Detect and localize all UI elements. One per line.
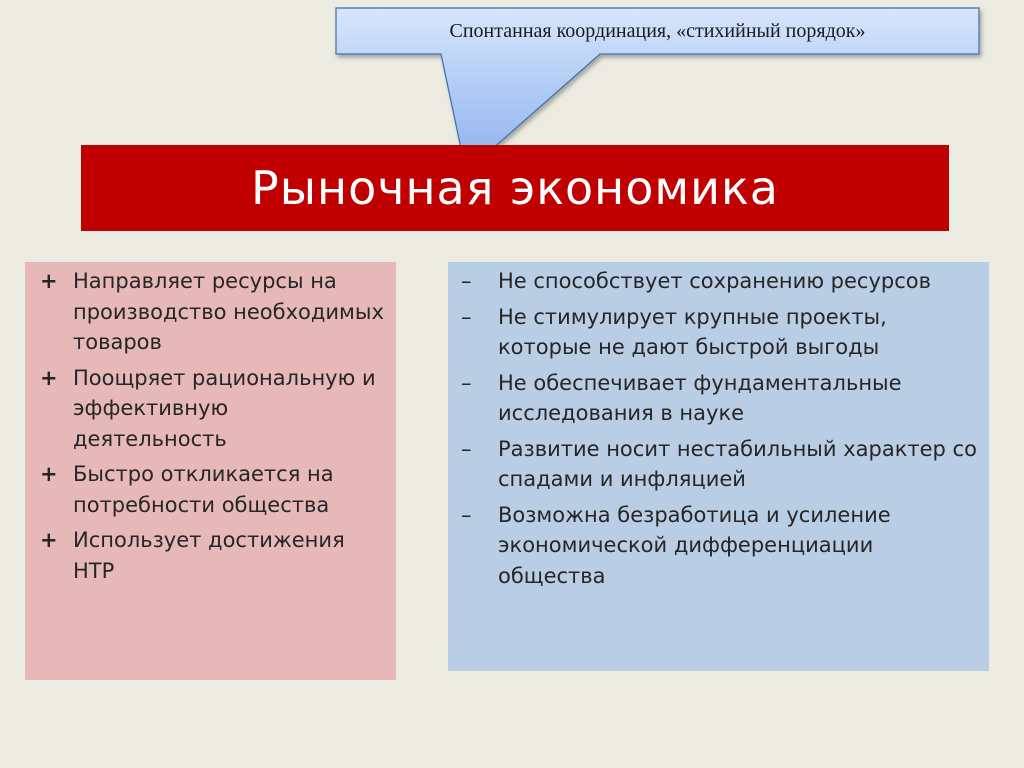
- disadvantage-item: [461, 500, 986, 592]
- advantage-item: [40, 459, 388, 520]
- minus-marker: –: [461, 269, 472, 293]
- disadvantage-item: [461, 368, 986, 429]
- advantage-text: Поощряет рациональную и эффективную деятельность: [73, 365, 376, 451]
- advantage-item: [40, 525, 388, 586]
- advantages-list: [40, 266, 388, 591]
- advantage-text: Использует достижения НТР: [73, 528, 345, 583]
- disadvantage-text: Развитие носит нестабильный характер со спадами и инфляцией: [498, 436, 977, 491]
- minus-marker: –: [461, 436, 472, 461]
- callout-text: Спонтанная координация, «стихийный порядок»: [449, 19, 866, 42]
- disadvantage-item: [461, 266, 986, 297]
- advantage-item: [40, 266, 388, 358]
- disadvantage-item: [461, 434, 986, 495]
- disadvantage-text: Не способствует сохранению ресурсов: [498, 269, 931, 293]
- advantage-text: Быстро откликается на потребности общества: [73, 462, 334, 517]
- plus-marker: +: [40, 269, 58, 293]
- plus-marker: +: [40, 365, 58, 390]
- disadvantage-text: Возможна безработица и усиление экономической дифференциации общества: [498, 502, 891, 588]
- disadvantages-panel: [448, 262, 989, 671]
- plus-marker: +: [40, 462, 58, 486]
- disadvantage-item: [461, 302, 986, 363]
- disadvantage-text: Не обеспечивает фундаментальные исследования в науке: [498, 370, 902, 425]
- page-title: Рыночная экономика: [251, 161, 779, 215]
- advantages-panel: [25, 262, 396, 680]
- disadvantages-list: [461, 266, 986, 596]
- title-banner: [81, 145, 949, 231]
- minus-marker: –: [461, 304, 472, 329]
- minus-marker: –: [461, 502, 472, 527]
- disadvantage-text: Не стимулирует крупные проекты, которые не дают быстрой выгоды: [498, 304, 887, 359]
- advantage-text: Направляет ресурсы на производство необходимых товаров: [73, 269, 384, 354]
- advantage-item: [40, 363, 388, 455]
- minus-marker: –: [461, 370, 472, 395]
- plus-marker: +: [40, 528, 58, 552]
